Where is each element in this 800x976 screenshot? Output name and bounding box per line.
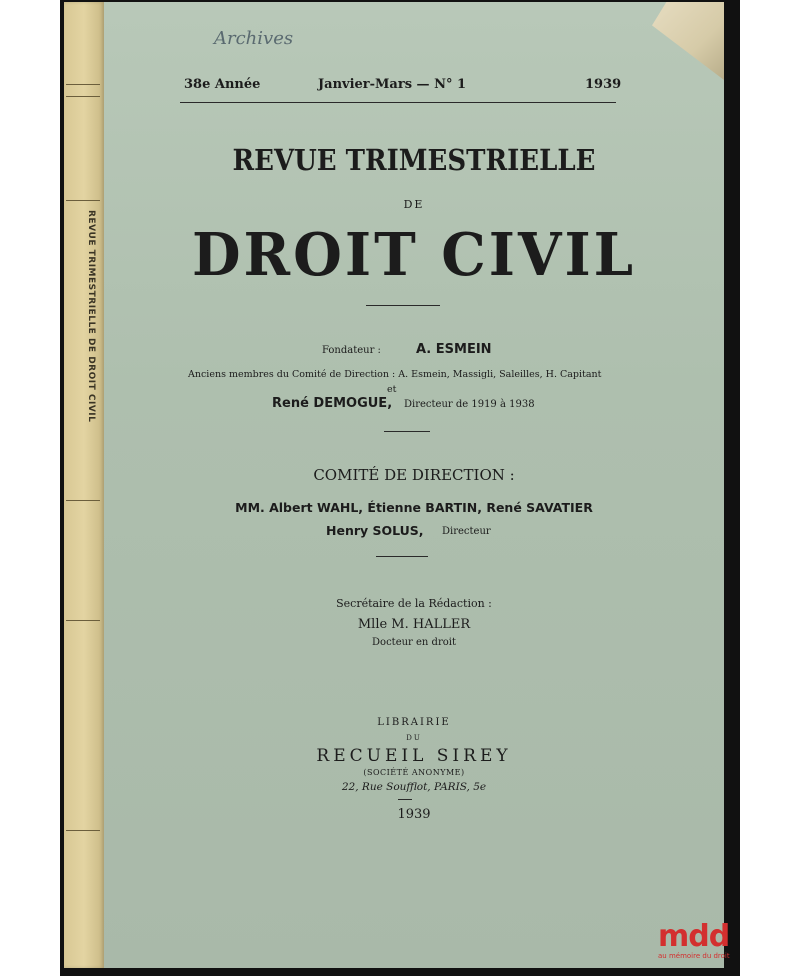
spine-rule xyxy=(66,200,100,201)
comite-director-role: Directeur xyxy=(442,526,491,537)
publisher-year: 1939 xyxy=(397,807,431,822)
title-rule xyxy=(366,305,440,306)
issue-annee: 38e Année xyxy=(184,77,261,92)
handwritten-note: Archives xyxy=(214,28,294,49)
anciens-membres: Anciens membres du Comité de Direction : A. Esmein, Massigli, Saleilles, H. Capitant xyxy=(188,369,602,380)
spine-rule xyxy=(66,84,100,85)
title-main: DROIT CIVIL xyxy=(191,220,637,290)
fondateur-label: Fondateur : xyxy=(322,345,381,356)
publisher-societe: (SOCIÉTÉ ANONYME) xyxy=(363,768,465,777)
title-de: DE xyxy=(403,198,425,211)
fondateur-name: A. ESMEIN xyxy=(416,342,492,357)
secretaire-title: Docteur en droit xyxy=(372,637,456,648)
publisher-librairie: LIBRAIRIE xyxy=(377,717,451,728)
spine-title: REVUE TRIMESTRIELLE DE DROIT CIVIL xyxy=(86,210,96,423)
issue-year: 1939 xyxy=(585,77,622,92)
spine-rule xyxy=(66,620,100,621)
demogue-name: René DEMOGUE, xyxy=(272,396,393,411)
et-conjunction: et xyxy=(387,384,397,395)
publisher-name: RECUEIL SIREY xyxy=(316,746,512,766)
header-rule xyxy=(180,102,616,103)
address-rule xyxy=(398,799,412,800)
title-line1: REVUE TRIMESTRIELLE xyxy=(232,144,596,178)
publisher-du: DU xyxy=(406,734,422,742)
comite-heading: COMITÉ DE DIRECTION : xyxy=(313,466,515,484)
publisher-address: 22, Rue Soufflot, PARIS, 5e xyxy=(341,781,487,793)
comite-director: Henry SOLUS, xyxy=(326,523,424,538)
spine-rule xyxy=(66,96,100,97)
logo-brand: mdd xyxy=(658,919,730,954)
logo-tagline: au mémoire du droit xyxy=(658,952,730,960)
spine-rule xyxy=(66,830,100,831)
section-rule xyxy=(376,556,428,557)
section-rule xyxy=(384,431,430,432)
secretaire-name: Mlle M. HALLER xyxy=(357,617,471,632)
comite-members: MM. Albert WAHL, Étienne BARTIN, René SAVATIER xyxy=(235,500,593,515)
secretaire-label: Secrétaire de la Rédaction : xyxy=(336,597,492,610)
mdd-logo xyxy=(658,919,738,972)
demogue-role: Directeur de 1919 à 1938 xyxy=(404,399,535,410)
issue-period: Janvier-Mars — N° 1 xyxy=(318,77,467,92)
